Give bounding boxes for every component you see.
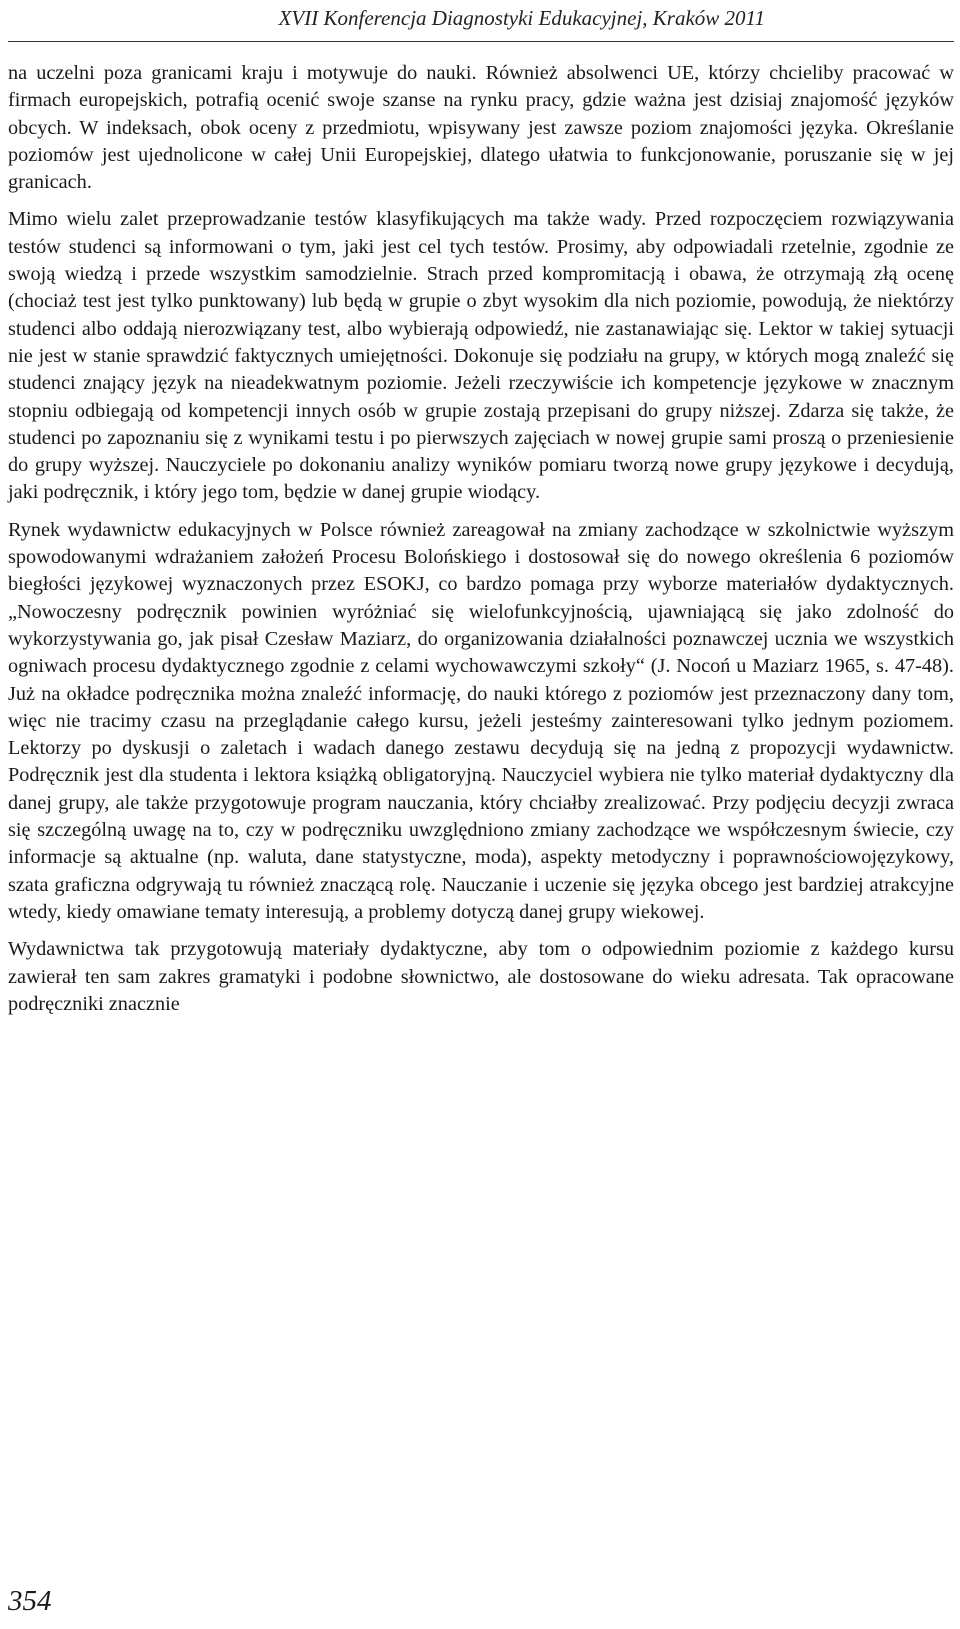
header-rule [8, 41, 954, 42]
body-text [8, 60, 954, 1018]
paragraph: Wydawnictwa tak przygotowują materiały dydaktyczne, aby tom o odpowiednim poziomie z każdego kursu zawierał ten sam zakres gramatyki i podobne słownictwo, ale dostosowane do wieku adresata. Tak opracowane podręczniki znacznie [8, 938, 954, 1015]
paragraph: Mimo wielu zalet przeprowadzanie testów klasyfikujących ma także wady. Przed rozpoczęciem rozwiązywania testów studenci są informowani o tym, jaki jest cel tych testów. Prosimy, aby odpowiadali rzetelnie, zgodnie ze swoją wiedzą i przede wszystkim samodzielnie. Strach przed kompromitacją i obawa, że otrzymają złą ocenę (chociaż test jest tylko punktowany) lub będą w grupie o zbyt wysokim dla nich poziomie, powodują, że niektórzy studenci albo oddają nierozwiązany test, albo wybierają odpowiedź, nie zastanawiając się. Lektor w takiej sytuacji nie jest w stanie sprawdzić faktycznych umiejętności. Dokonuje się podziału na grupy, w których mogą znaleźć się studenci znający język na nieadekwatnym poziomie. Jeżeli rzeczywiście ich kompetencje językowe w znacznym stopniu odbiegają od kompetencji innych osób w grupie zostają przepisani do grupy niższej. Zdarza się także, że studenci po zapoznaniu się z wynikami testu i po pierwszych zajęciach w nowej grupie sami proszą o przeniesienie do grupy wyższej. Nauczyciele po dokonaniu analizy wyników pomiaru tworzą nowe grupy językowe i decydują, jaki podręcznik, i który jego tom, będzie w danej grupie wiodący. [8, 208, 954, 504]
page-number: 354 [8, 1585, 52, 1617]
paragraph: Rynek wydawnictw edukacyjnych w Polsce również zareagował na zmiany zachodzące w szkolnictwie wyższym spowodowanymi wdrażaniem założeń Procesu Bolońskiego i dostosował się do nowego określenia 6 poziomów biegłości językowej wyznaczonych przez ESOKJ, co bardzo pomaga przy wyborze materiałów dydaktycznych. „Nowoczesny podręcznik powinien wyróżniać się wielofunkcyjnością, ujawniającą się jako zdolność do wykorzystywania go, jak pisał Czesław Maziarz, do organizowania działalności poznawczej ucznia we wszystkich ogniwach procesu dydaktycznego zgodnie z celami wychowawczymi szkoły“ (J. Nocoń u Maziarz 1965, s. 47-48). Już na okładce podręcznika można znaleźć informację, do nauki którego z poziomów jest przeznaczony dany tom, więc nie tracimy czasu na przeglądanie całego kursu, jeżeli jesteśmy zainteresowani tylko jednym poziomem. Lektorzy po dyskusji o zaletach i wadach danego zestawu decydują się na jedną z propozycji wydawnictw. Podręcznik jest dla studenta i lektora książką obligatoryjną. Nauczyciel wybiera nie tylko materiał dydaktyczny dla danej grupy, ale także przygotowuje program nauczania, który chciałby zrealizować. Przy podjęciu decyzji zwraca się szczególną uwagę na to, czy w podręczniku uwzględniono zmiany zachodzące we współczesnym świecie, czy informacje są aktualne (np. waluta, dane statystyczne, moda), aspekty metodyczny i poprawnościowojęzykowy, szata graficzna odgrywają tu również znaczącą rolę. Nauczanie i uczenie się języka obcego jest bardziej atrakcyjne wtedy, kiedy omawiane tematy interesują, a problemy dotyczą danej grupy wiekowej. [8, 518, 954, 923]
running-header: XVII Konferencja Diagnostyki Edukacyjnej, Kraków 2011 [278, 6, 765, 30]
paragraph: na uczelni poza granicami kraju i motywuje do nauki. Również absolwenci UE, którzy chcieliby pracować w firmach europejskich, potrafią ocenić swoje szanse na rynku pracy, gdzie ważna jest dzisiaj znajomość języków obcych. W indeksach, obok oceny z przedmiotu, wpisywany jest zawsze poziom znajomości języka. Określanie poziomów jest ujednolicone w całej Unii Europejskiej, dlatego ułatwia to funkcjonowanie, poruszanie się w jej granicach. [8, 62, 954, 194]
